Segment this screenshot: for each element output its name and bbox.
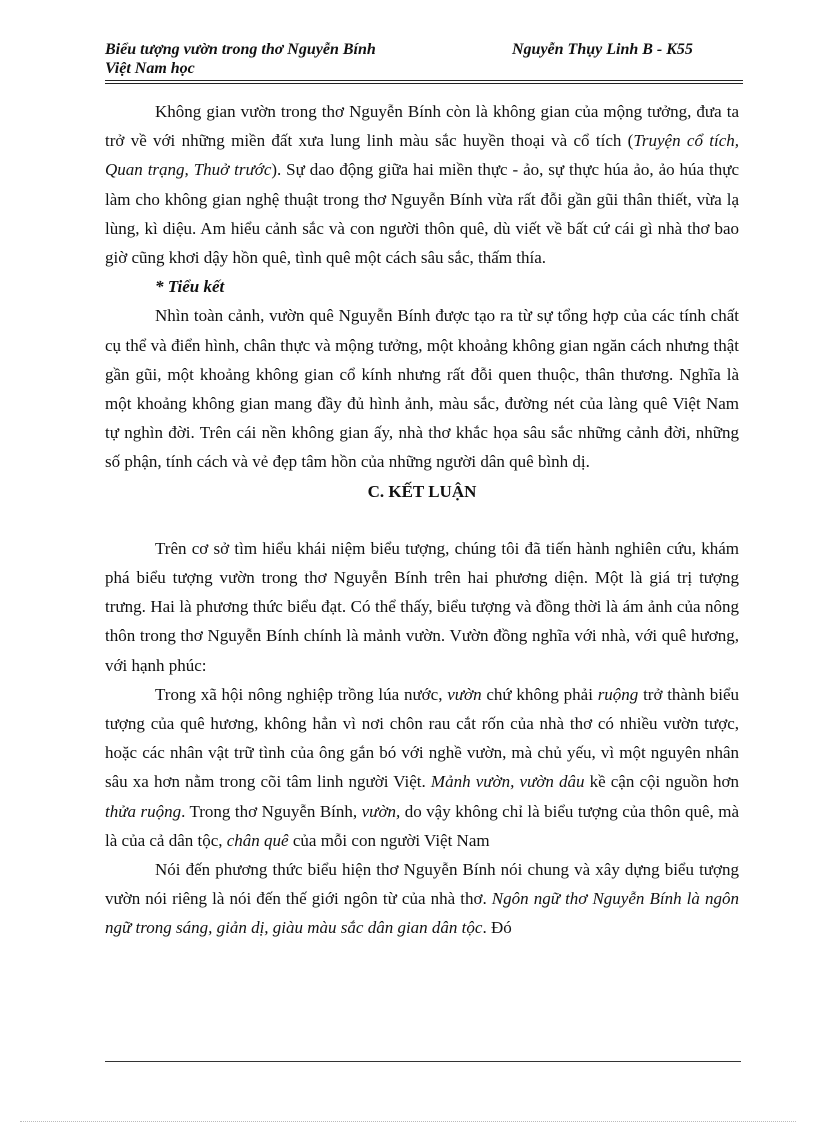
paragraph-text: Không gian vườn trong thơ Nguyễn Bính còn là không gian của mộng tưởng, đưa ta trở về với những miền đất xưa lung linh màu sắc huyền thoại và cổ tích ( bbox=[105, 102, 739, 151]
italic-term: Mảnh vườn, vườn dâu bbox=[430, 772, 585, 792]
header-rule bbox=[105, 80, 743, 84]
italic-term: thửa ruộng bbox=[105, 801, 182, 821]
paragraph-text: Trong xã hội nông nghiệp trồng lúa nước, bbox=[155, 684, 448, 704]
paragraph-text: kề cận cội nguồn hơn bbox=[584, 772, 739, 792]
paragraph-text: trở thành biểu tượng của quê hương, không hẳn vì nơi chôn rau cắt rốn của nhà thơ có nhiều vườn tược, hoặc các nhân vật trữ tình của ông gắn bó với nghề vườn, mà chủ yếu, vì một nguyên nhân sâu xa hơn nằm trong cõi tâm linh người Việt. bbox=[105, 684, 740, 792]
subsection-heading: * Tiểu kết bbox=[155, 277, 225, 297]
paragraph-text: . Đó bbox=[482, 918, 512, 938]
italic-work-titles: Truyện cổ tích, Quan trạng, Thuở trước bbox=[105, 131, 740, 180]
paragraph-dream-space bbox=[105, 97, 739, 272]
paragraph-text: chứ không phải bbox=[481, 684, 598, 704]
header-author: Nguyễn Thụy Linh B - K55 bbox=[512, 41, 693, 58]
section-title: C. KẾT LUẬN bbox=[367, 481, 477, 501]
italic-term: vườn bbox=[447, 684, 482, 704]
page-edge bbox=[20, 1121, 796, 1122]
paragraph-text: do vậy không chỉ là biểu tượng của thôn quê, mà là của cả dân tộc, bbox=[105, 801, 739, 850]
paragraph-garden-symbol bbox=[105, 680, 739, 855]
paragraph-conclusion-intro: Trên cơ sở tìm hiểu khái niệm biểu tượng, chúng tôi đã tiến hành nghiên cứu, khám phá biểu tượng vườn trong thơ Nguyễn Bính trên hai phương diện. Một là giá trị tượng trưng. Hai là phương thức biểu đạt. Có thể thấy, biểu tượng và đồng thời là ám ảnh của nông thôn trong thơ Nguyễn Bính chính là mảnh vườn. Vườn đồng nghĩa với nhà, với quê hương, với hạnh phúc: bbox=[105, 538, 739, 675]
paragraph-text: Nói đến phương thức biểu hiện thơ Nguyễn Bính nói chung và xây dựng biểu tượng vườn nói riêng là nói đến thế giới ngôn từ của nhà thơ. bbox=[105, 860, 739, 909]
paragraph-text: ). Sự dao động giữa hai miền thực - ảo, sự thực húa ảo, ảo húa thực làm cho không gian nghệ thuật trong thơ Nguyễn Bính vừa rất đỗi gần gũi thân thiết, vừa lạ lùng, kì diệu. Am hiểu cảnh sắc và con người thôn quê, dù viết về bất cứ cái gì nhà thơ bao giờ cũng khơi dậy hồn quê, tình quê một cách sâu sắc, thấm thía. bbox=[105, 160, 739, 268]
paragraph-summary: Nhìn toàn cảnh, vườn quê Nguyễn Bính được tạo ra từ sự tổng hợp của các tính chất cụ thể và điển hình, chân thực và mộng tưởng, một khoảng không gian ngăn cách nhưng thật gần gũi, một khoảng không gian cổ kính nhưng rất đỗi quen thuộc, thân thương. Nghĩa là một khoảng không gian mang đầy đủ hình ảnh, màu sắc, đường nét của làng quê Việt Nam tự nghìn đời. Trên cái nền không gian ấy, nhà thơ khắc họa sâu sắc những cảnh đời, những số phận, tính cách và vẻ đẹp tâm hồn của những người dân quê bình dị. bbox=[105, 306, 739, 472]
italic-term: chân quê bbox=[226, 830, 289, 850]
footer-rule bbox=[105, 1061, 741, 1062]
header-left bbox=[105, 40, 376, 78]
document-body bbox=[105, 97, 739, 943]
paragraph-text: của mỗi con người Việt Nam bbox=[288, 830, 490, 850]
page-header bbox=[105, 40, 745, 80]
paragraph-language bbox=[105, 855, 739, 943]
header-document-title: Biểu tượng vườn trong thơ Nguyễn Bính bbox=[105, 41, 376, 58]
italic-term: vườn, bbox=[361, 801, 401, 821]
italic-quote: Ngôn ngữ thơ Nguyễn Bính là ngôn ngữ trong sáng, giản dị, giàu màu sắc dân gian dân tộc bbox=[105, 889, 739, 938]
paragraph-text: . Trong thơ Nguyễn Bính, bbox=[181, 801, 362, 821]
italic-term: ruộng bbox=[597, 684, 639, 704]
header-subject: Việt Nam học bbox=[105, 60, 195, 77]
